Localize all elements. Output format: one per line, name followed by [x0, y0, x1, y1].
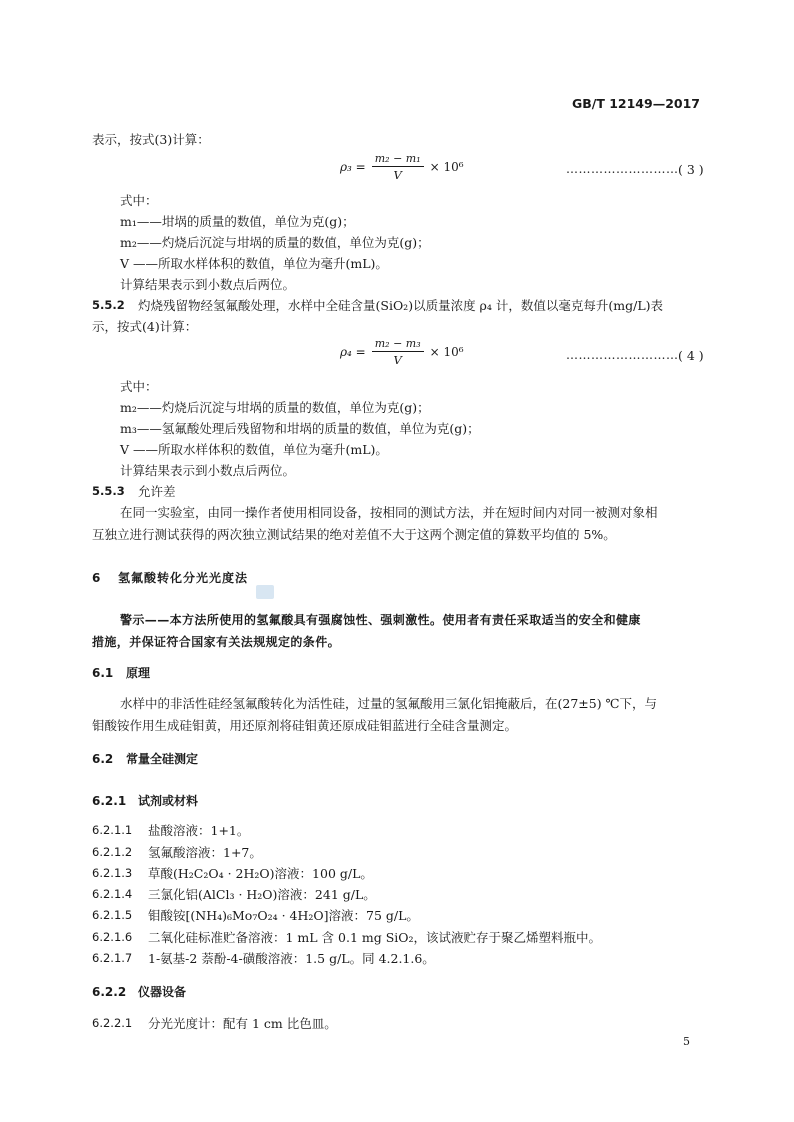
reagent-text: 氢氟酸溶液：1+7。	[148, 845, 262, 860]
equation-4-number: ( 4 )	[678, 348, 704, 363]
section-6-1-text: 水样中的非活性硅经氢氟酸转化为活性硅，过量的氢氟酸用三氯化铝掩蔽后，在(27±5) ℃下，与	[120, 696, 658, 711]
variable-definition: m₃——氢氟酸处理后残留物和坩埚的质量的数值，单位为克(g)；	[120, 421, 480, 436]
equation-numerator: m₂ − m₃	[372, 337, 424, 352]
variable-definition: V ——所取水样体积的数值，单位为毫升(mL)。	[120, 442, 388, 457]
warning-text-cont: 措施，并保证符合国家有关法规规定的条件。	[92, 635, 341, 649]
section-5-5-2-text-cont: 示，按式(4)计算：	[92, 319, 198, 334]
section-number-6-1: 6.1	[92, 666, 114, 680]
equation-denominator: V	[393, 168, 402, 182]
reagent-number: 6.2.1.3	[92, 866, 133, 880]
reagent-text: 三氯化铝(AlCl₃ · H₂O)溶液：241 g/L。	[148, 887, 376, 902]
section-5-5-2-text: 灼烧残留物经氢氟酸处理，水样中全硅含量(SiO₂)以质量浓度 ρ₄ 计，数值以毫克每升(mg/L)表	[138, 298, 664, 313]
calc-note: 计算结果表示到小数点后两位。	[120, 463, 296, 478]
warning-text: 警示——本方法所使用的氢氟酸具有强腐蚀性、强刺激性。使用者有责任采取适当的安全和健康	[120, 613, 641, 627]
equation-numerator: m₂ − m₁	[372, 152, 424, 167]
equation-rhs: × 10⁶	[429, 160, 464, 174]
reagent-text: 1-氨基-2 萘酚-4-磺酸溶液：1.5 g/L。同 4.2.1.6。	[148, 951, 435, 966]
section-5-5-3-text: 在同一实验室，由同一操作者使用相同设备，按相同的测试方法，并在短时间内对同一被测对象相	[120, 505, 658, 520]
section-number-5-5-3: 5.5.3	[92, 484, 125, 498]
section-number-5-5-2: 5.5.2	[92, 298, 125, 312]
reagent-text: 草酸(H₂C₂O₄ · 2H₂O)溶液：100 g/L。	[148, 866, 373, 881]
equation-lhs: ρ₄ =	[340, 345, 366, 359]
section-number-6: 6	[92, 571, 101, 585]
equation-4-leader: ………………………	[566, 348, 679, 362]
variable-definition: V ——所取水样体积的数值，单位为毫升(mL)。	[120, 256, 388, 271]
standard-number: GB/T 12149—2017	[571, 96, 700, 111]
reagent-number: 6.2.1.6	[92, 930, 133, 944]
where-label: 式中：	[120, 193, 158, 208]
section-6-1-title: 原理	[126, 666, 151, 680]
section-6-2-2-title: 仪器设备	[138, 985, 187, 999]
reagent-number: 6.2.1.2	[92, 845, 133, 859]
equation-lhs: ρ₃ =	[340, 160, 366, 174]
section-6-1-text-cont: 钼酸铵作用生成硅钼黄，用还原剂将硅钼黄还原成硅钼蓝进行全硅含量测定。	[92, 718, 518, 733]
section-5-5-3-text-cont: 互独立进行测试获得的两次独立测试结果的绝对差值不大于这两个测定值的算数平均值的 5%。	[92, 527, 616, 542]
variable-definition: m₁——坩埚的质量的数值，单位为克(g)；	[120, 214, 355, 229]
equation-fraction	[372, 152, 424, 182]
section-number-6-2: 6.2	[92, 752, 114, 766]
equation-rhs: × 10⁶	[429, 345, 464, 359]
section-6-2-title: 常量全硅测定	[126, 752, 199, 766]
section-6-2-2-1-text: 分光光度计：配有 1 cm 比色皿。	[148, 1016, 337, 1031]
calc-note: 计算结果表示到小数点后两位。	[120, 277, 296, 292]
section-number-6-2-2: 6.2.2	[92, 985, 127, 999]
reagent-text: 二氧化硅标准贮备溶液：1 mL 含 0.1 mg SiO₂，该试液贮存于聚乙烯塑料瓶中。	[148, 930, 602, 945]
page-number: 5	[683, 1035, 690, 1048]
equation-fraction	[372, 337, 424, 367]
where-label: 式中：	[120, 379, 158, 394]
reagent-number: 6.2.1.7	[92, 951, 133, 965]
equation-denominator: V	[393, 353, 402, 367]
reagent-text: 盐酸溶液：1+1。	[148, 823, 250, 838]
reagent-number: 6.2.1.4	[92, 887, 133, 901]
equation-3-number: ( 3 )	[678, 162, 704, 177]
section-5-5-3-title: 允许差	[138, 484, 176, 499]
variable-definition: m₂——灼烧后沉淀与坩埚的质量的数值，单位为克(g)；	[120, 400, 430, 415]
section-number-6-2-2-1: 6.2.2.1	[92, 1016, 133, 1030]
section-6-2-1-title: 试剂或材料	[138, 794, 199, 808]
section-number-6-2-1: 6.2.1	[92, 794, 127, 808]
equation-3-leader: ………………………	[566, 162, 679, 176]
reagent-text: 钼酸铵[(NH₄)₆Mo₇O₂₄ · 4H₂O]溶液：75 g/L。	[148, 908, 419, 923]
reagent-number: 6.2.1.1	[92, 823, 133, 837]
section-6-title: 氢氟酸转化分光光度法	[118, 571, 249, 585]
reagent-number: 6.2.1.5	[92, 908, 133, 922]
equation-4	[340, 337, 464, 367]
watermark-logo	[256, 585, 274, 599]
equation-3	[340, 152, 464, 182]
paragraph-intro-eq3: 表示，按式(3)计算：	[92, 132, 210, 147]
variable-definition: m₂——灼烧后沉淀与坩埚的质量的数值，单位为克(g)；	[120, 235, 430, 250]
